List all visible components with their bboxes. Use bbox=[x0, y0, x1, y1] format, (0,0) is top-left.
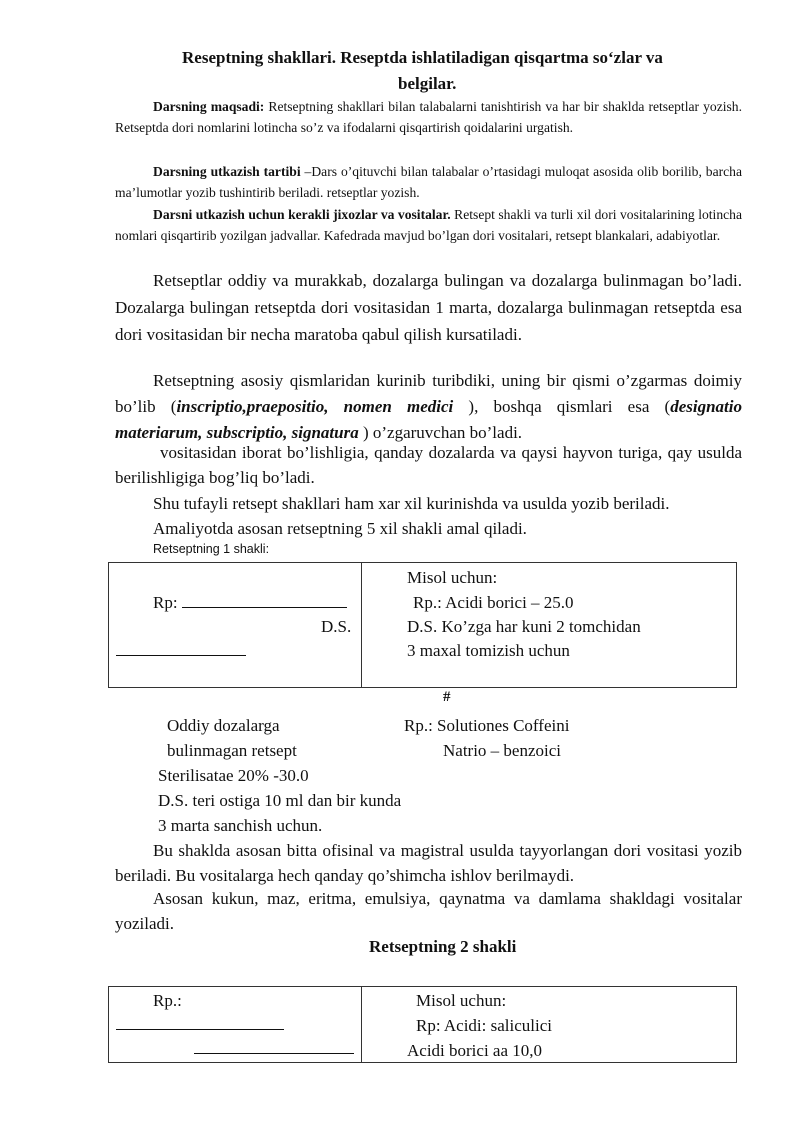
form1-example-line-1: Misol uchun: bbox=[407, 568, 498, 587]
title-line-2: belgilar. bbox=[398, 74, 457, 93]
procedure-text: –Dars o’qituvchi bilan talabalar o’rtasidagi muloqat asosida olib borilib, barcha ma’lumotlar yozib tushintirib beriladi. retseptlar yozish. bbox=[115, 164, 742, 200]
form1-ds-blank-line bbox=[116, 640, 246, 661]
form1-example-line-4: 3 maxal tomizish uchun bbox=[407, 641, 570, 660]
objective-paragraph bbox=[115, 96, 742, 138]
objective-label: Darsning maqsadi: bbox=[153, 99, 265, 114]
para2-variable-parts: designatio materiarum, subscriptio, signatura bbox=[115, 397, 742, 442]
form2-rp-label: Rp.: bbox=[153, 991, 182, 1010]
example2-right-line-1: Rp.: Solutiones Coffeini bbox=[404, 716, 570, 735]
para2-constant-parts: inscriptio,praepositio, nomen medici bbox=[176, 397, 454, 416]
example2-left-line-1: Oddiy dozalarga bbox=[167, 716, 280, 735]
form1-caption: Retseptning 1 shakli: bbox=[153, 542, 270, 556]
hash-separator: # bbox=[443, 689, 451, 705]
paragraph-prescription-parts bbox=[115, 368, 742, 446]
form1-example-line-2: Rp.: Acidi borici – 25.0 bbox=[413, 593, 574, 612]
materials-text: Retsept shakli va turli xil dori vositalarining lotincha nomlari qisqartirib yozilgan jadvallar. Kafedrada mavjud bo’lgan dori vositalari, retsept blankalari, adabiyotlar. bbox=[115, 207, 742, 243]
form2-table-divider bbox=[361, 986, 362, 1062]
form1-example-line-3: D.S. Ko’zga har kuni 2 tomchidan bbox=[407, 617, 641, 636]
example2-right-line-2: Natrio – benzoici bbox=[443, 741, 562, 760]
form1-rp-line bbox=[153, 590, 347, 615]
example2-continuation-2: D.S. teri ostiga 10 ml dan bir kunda bbox=[158, 791, 402, 810]
materials-paragraph bbox=[115, 204, 742, 246]
form2-example-line-1: Misol uchun: bbox=[416, 991, 507, 1010]
form2-heading: Retseptning 2 shakli bbox=[369, 937, 517, 956]
form1-rp-blank bbox=[182, 592, 347, 608]
procedure-label: Darsning utkazish tartibi bbox=[153, 164, 301, 179]
paragraph-dosage-dependence: vositasidan iborat bo’lishligia, qanday dozalarda va qaysi hayvon turiga, qay usulda berilishligiga bog’liq bo’ladi. bbox=[115, 443, 742, 487]
objective-text: Retseptning shakllari bilan talabalarni tanishtirish va har bir shaklda retseptlar yozish. Retseptda dori nomlarini lotincha so’z va ifodalarni qisqartirish qoidalarini urgatish. bbox=[115, 99, 742, 135]
para2-end: ) o’zgaruvchan bo’ladi. bbox=[358, 423, 523, 442]
paragraph-form-variety: Shu tufayli retsept shakllari ham xar xil kurinishda va usulda yozib beriladi. bbox=[153, 494, 670, 513]
form2-example-line-2: Rp: Acidi: saliculici bbox=[416, 1016, 552, 1035]
form2-example-line-3: Acidi borici aa 10,0 bbox=[407, 1041, 543, 1060]
materials-label: Darsni utkazish uchun kerakli jixozlar va vositalar. bbox=[153, 207, 451, 222]
example2-continuation-1: Sterilisatae 20% -30.0 bbox=[158, 766, 309, 785]
procedure-paragraph bbox=[115, 161, 742, 203]
paragraph-form1-description: Bu shaklda asosan bitta ofisinal va magistral usulda tayyorlangan dori vositasi yozib beriladi. Bu vositalarga hech qanday qo’shimcha ishlov berilmaydi. bbox=[115, 841, 742, 885]
form2-blank-line-2 bbox=[194, 1038, 354, 1059]
paragraph-prescription-types: Retseptlar oddiy va murakkab, dozalarga bulingan va dozalarga bulinmagan bo’ladi. Dozalarga bulingan retseptda dori vositasidan 1 marta, dozalarga bulinmagan retseptda esa dori vositasidan bir necha maratoba qabul qilish kursatiladi. bbox=[115, 271, 742, 344]
form1-ds-blank bbox=[116, 640, 246, 656]
form1-ds-label: D.S. bbox=[321, 617, 352, 636]
form1-table-divider bbox=[361, 562, 362, 687]
form1-rp-label: Rp: bbox=[153, 593, 178, 612]
example2-left-line-2: bulinmagan retsept bbox=[167, 741, 297, 760]
form2-blank-2 bbox=[194, 1038, 354, 1054]
paragraph-five-forms: Amaliyotda asosan retseptning 5 xil shakli amal qiladi. bbox=[153, 519, 527, 538]
paragraph-form1-uses: Asosan kukun, maz, eritma, emulsiya, qaynatma va damlama shakldagi vositalar yoziladi. bbox=[115, 889, 742, 933]
form2-blank-line-1 bbox=[116, 1014, 284, 1035]
example2-continuation-3: 3 marta sanchish uchun. bbox=[158, 816, 323, 835]
para2-start: Retseptning asosiy qismlaridan kurinib turibdiki, uning bir qismi o’zgarmas doimiy bo’lib ( bbox=[115, 371, 742, 416]
form2-blank-1 bbox=[116, 1014, 284, 1030]
para2-middle: ), boshqa qismlari esa ( bbox=[453, 397, 671, 416]
title-line-1: Reseptning shakllari. Reseptda ishlatiladigan qisqartma so‘zlar va bbox=[182, 48, 663, 67]
